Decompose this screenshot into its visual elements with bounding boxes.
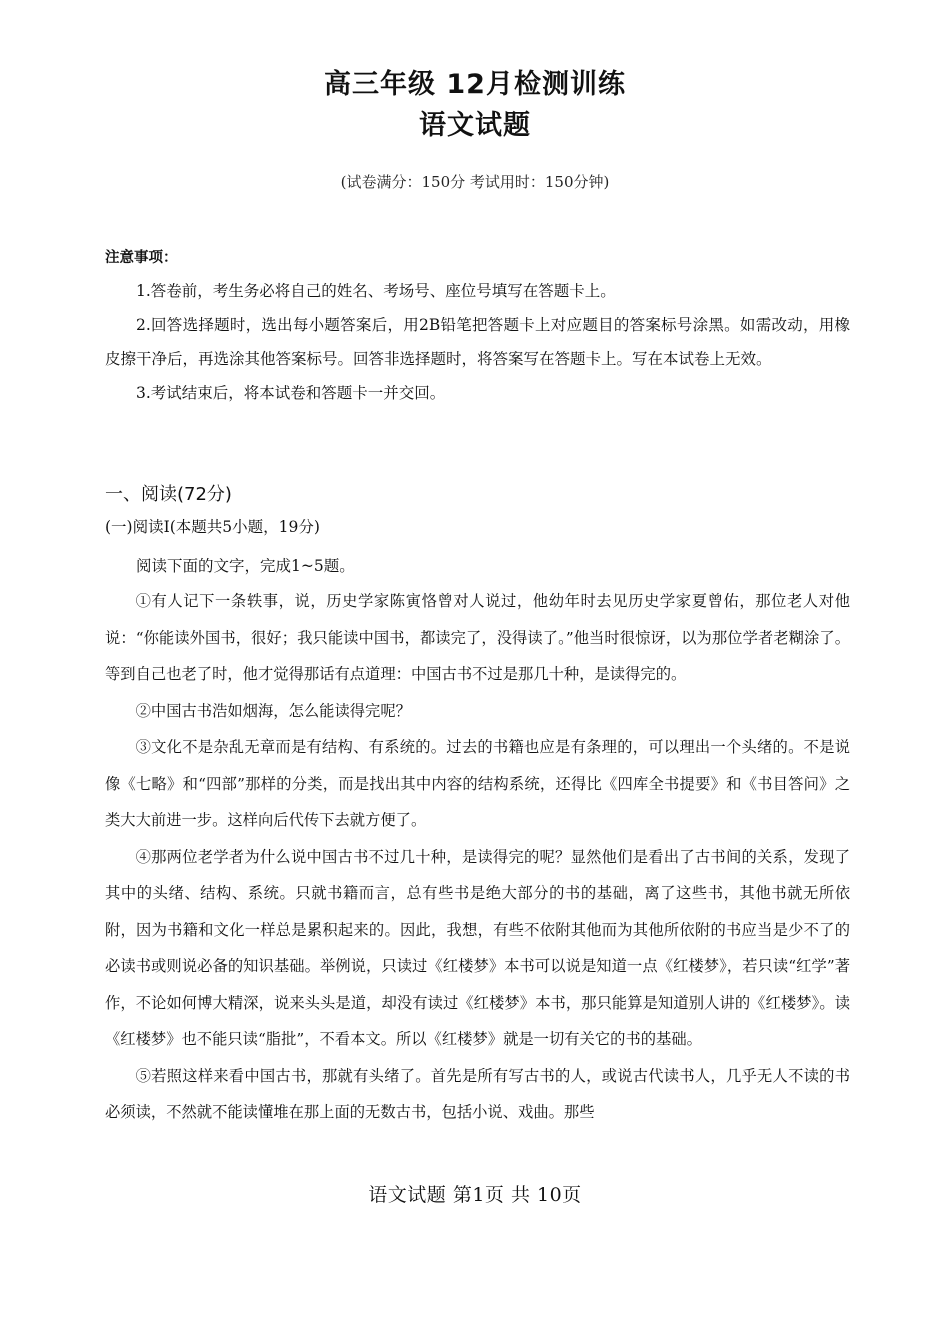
page-footer: 语文试题 第1页 共 10页 [368,1184,582,1206]
notice-item: 2.回答选择题时，选出每小题答案后，用2B铅笔把答题卡上对应题目的答案标号涂黑。如需改动，用橡皮擦干净后，再选涂其他答案标号。回答非选择题时，将答案写在答题卡上。写在本试卷上无效。 [105,316,850,368]
section-heading: 一、阅读(72分) [105,484,232,505]
reading-passage [105,549,850,1131]
exam-title: 高三年级 12月检测训练 [324,69,626,100]
passage-paragraph: ②中国古书浩如烟海，怎么能读得完呢？ [135,701,411,720]
notice-heading: 注意事项： [105,250,178,266]
reading-instruction: 阅读下面的文字，完成1~5题。 [136,557,355,575]
notice-item: 3.考试结束后，将本试卷和答题卡一并交回。 [136,384,446,402]
subsection-heading: (一)阅读Ⅰ(本题共5小题，19分) [105,518,320,536]
notice-item: 1.答卷前，考生务必将自己的姓名、考场号、座位号填写在答题卡上。 [136,282,616,300]
exam-subject-title: 语文试题 [419,110,531,141]
passage-paragraph: ①有人记下一条轶事，说，历史学家陈寅恪曾对人说过，他幼年时去见历史学家夏曾佑，那位老人对他说：“你能读外国书，很好；我只能读中国书，都读完了，没得读了。”他当时很惊讶，以为那位学者老糊涂了。等到自己也老了时，他才觉得那话有点道理：中国古书不过是那几十种，是读得完的。 [105,592,850,683]
passage-paragraph: ④那两位老学者为什么说中国古书不过几十种，是读得完的呢？显然他们是看出了古书间的关系，发现了其中的头绪、结构、系统。只就书籍而言，总有些书是绝大部分的书的基础，离了这些书，其他书就无所依附，因为书籍和文化一样总是累积起来的。因此，我想，有些不依附其他而为其他所依附的书应当是少不了的必读书或则说必备的知识基础。举例说，只读过《红楼梦》本书可以说是知道一点《红楼梦》，若只读“红学”著作，不论如何博大精深，说来头头是道，却没有读过《红楼梦》本书，那只能算是知道别人讲的《红楼梦》。读《红楼梦》也不能只读“脂批”，不看本文。所以《红楼梦》就是一切有关它的书的基础。 [105,847,850,1048]
passage-paragraph: ⑤若照这样来看中国古书，那就有头绪了。首先是所有写古书的人，或说古代读书人，几乎无人不读的书必须读，不然就不能读懂堆在那上面的无数古书，包括小说、戏曲。那些 [105,1066,850,1121]
notice-list [105,274,850,410]
exam-info: (试卷满分：150分 考试用时：150分钟) [340,173,610,191]
passage-paragraph: ③文化不是杂乱无章而是有结构、有系统的。过去的书籍也应是有条理的，可以理出一个头绪的。不是说像《七略》和“四部”那样的分类，而是找出其中内容的结构系统，还得比《四库全书提要》和《书目答问》之类大大前进一步。这样向后代传下去就方便了。 [105,738,850,829]
